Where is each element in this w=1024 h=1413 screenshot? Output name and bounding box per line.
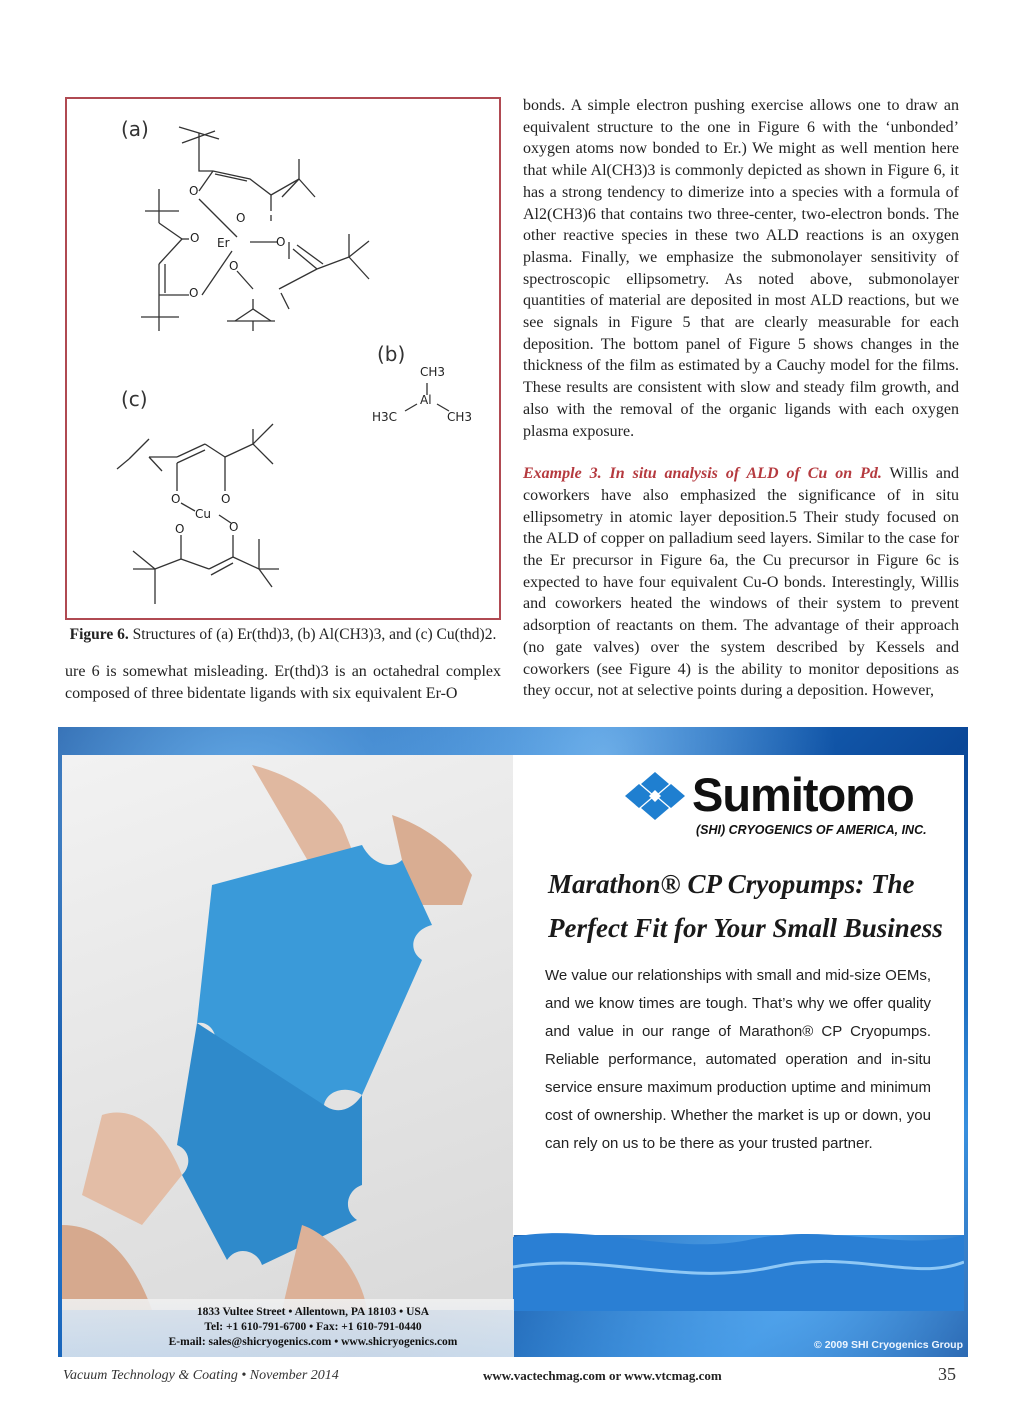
ad-headline-line: Perfect Fit for Your Small Business: [548, 913, 943, 943]
figure-caption: [60, 625, 506, 645]
methyl-group: H3C: [372, 410, 398, 424]
body-paragraph: bonds. A simple electron pushing exercise allows one to draw an equivalent structure to the one in Figure 6 with the ‘unbonded’ oxygen atoms now bonded to Er.) We might as well mention here that while Al(CH3)3 is commonly depicted as shown in Figure 6, it has a strong tendency to dimerize into a species with a formula of Al2(CH3)6 that contains two three-center, two-electron bonds. The other reactive species in these two ALD reactions is an oxygen plasma. Finally, we emphasize the submonolayer sensitivity of spectroscopic ellipsometry. As noted above, submonolayer quantities of material are deposited in most ALD reactions, but we see signals in Figure 5 that are clearly measurable for each deposition. The bottom panel of Figure 5 shows changes in the thickness of the film as estimated by a Cauchy model for the films. These results are consistent with slow and steady film growth, and also with the removal of the organic ligands with each oxygen plasma exposure.: [523, 97, 959, 440]
figure-caption-text: Structures of (a) Er(thd)3, (b) Al(CH3)3, and (c) Cu(thd)2.: [132, 626, 497, 643]
oxygen-atom: O: [229, 259, 239, 273]
sumitomo-logo-icon: [625, 772, 685, 820]
oxygen-atom: O: [189, 184, 199, 198]
example-heading: Example 3. In situ analysis of ALD of Cu on Pd.: [523, 465, 882, 483]
brand-name: Sumitomo: [692, 768, 914, 821]
figure-6-box: [65, 97, 501, 620]
aluminium-atom: Al: [420, 393, 432, 407]
oxygen-atom: O: [171, 492, 181, 506]
puzzle-hands-photo: [62, 755, 514, 1310]
ad-headline: [548, 862, 958, 950]
panel-a-label: (a): [121, 117, 149, 141]
ad-water-background: [513, 1227, 964, 1311]
oxygen-atom: O: [189, 286, 199, 300]
panel-c-label: (c): [121, 387, 148, 411]
body-paragraph: Willis and coworkers have also emphasized the significance of in situ ellipsometry in atomic layer deposition.5 Their study focused on the ALD of copper on palladium seed layers. Similar to the case for the Er precursor in Figure 6a, the Cu precursor in Figure 6c is expected to have four equivalent Cu-O bonds. Interestingly, Willis and coworkers heated the windows of their system to prevent adsorption of reactants on them. The advantage of their approach (no gate valves) over the system described by Kessels and coworkers (see Figure 4) is the ability to monitor depositions as they occur, not at selective points during a deposition. However,: [523, 465, 959, 700]
ad-body-text: We value our relationships with small and mid-size OEMs, and we know times are tough. That’s why we offer quality and value in our range of Marathon® CP Cryopumps. Reliable performance, automated operation and in-situ service ensure maximum production uptime and minimum cost of ownership. Whether the market is up or down, you can rely on us to be there as your trusted partner.: [545, 967, 931, 1152]
erbium-atom: Er: [217, 236, 230, 250]
page-number: 35: [938, 1364, 956, 1384]
right-column: [523, 95, 959, 702]
ad-copyright: © 2009 SHI Cryogenics Group: [814, 1339, 963, 1351]
oxygen-atom: O: [221, 492, 231, 506]
footer-website[interactable]: www.vactechmag.com or www.vtcmag.com: [483, 1368, 722, 1383]
methyl-group: CH3: [447, 410, 473, 424]
brand-subtitle: (SHI) CRYOGENICS OF AMERICA, INC.: [696, 823, 927, 837]
panel-b-label: (b): [377, 342, 406, 366]
ad-phone: Tel: +1 610-791-6700 • Fax: +1 610-791-0440: [204, 1321, 422, 1333]
sumitomo-advertisement[interactable]: [58, 727, 968, 1357]
oxygen-atom: O: [190, 231, 200, 245]
ad-address: 1833 Vultee Street • Allentown, PA 18103 • USA: [196, 1306, 430, 1318]
puzzle-pieces-illustration: [62, 755, 514, 1310]
footer-publication: Vacuum Technology & Coating • November 2014: [63, 1368, 339, 1383]
ad-email[interactable]: E-mail: sales@shicryogenics.com • www.shicryogenics.com: [168, 1336, 458, 1348]
oxygen-atom: O: [236, 211, 246, 225]
copper-atom: Cu: [195, 507, 211, 521]
left-column-text: ure 6 is somewhat misleading. Er(thd)3 is an octahedral complex composed of three bidentate ligands with six equivalent Er-O: [65, 663, 501, 702]
oxygen-atom: O: [276, 235, 286, 249]
ad-contact-info: [128, 1305, 498, 1350]
oxygen-atom: O: [175, 522, 185, 536]
chemical-structures-diagram: [67, 99, 503, 622]
methyl-group: CH3: [420, 365, 446, 379]
ad-headline-line: Marathon® CP Cryopumps: The: [548, 869, 915, 899]
figure-caption-label: Figure 6.: [69, 626, 129, 643]
oxygen-atom: O: [229, 520, 239, 534]
body-paragraph-with-heading: [523, 463, 959, 702]
